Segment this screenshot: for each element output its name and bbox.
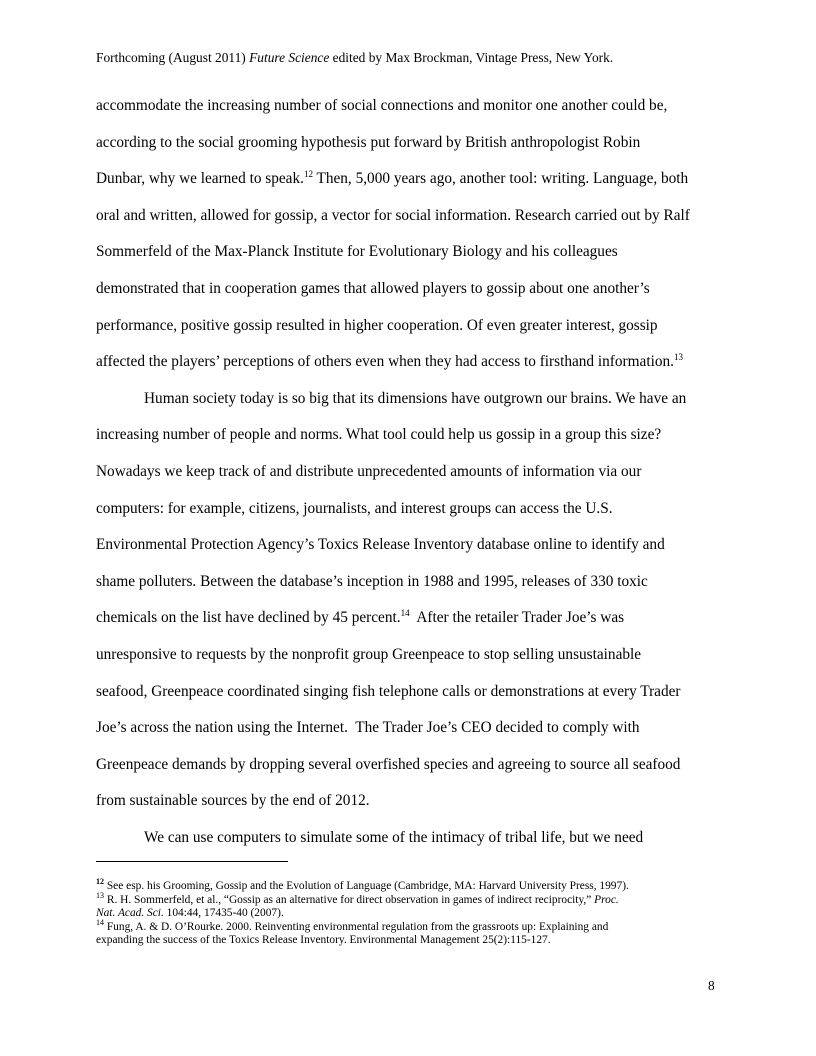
body-line: oral and written, allowed for gossip, a vector for social information. Research carried out by Ralf [96,207,690,224]
body-line: according to the social grooming hypothesis put forward by British anthropologist Robin [96,134,641,151]
body-line: seafood, Greenpeace coordinated singing fish telephone calls or demonstrations at every Trader [96,683,681,700]
body-line: Greenpeace demands by dropping several overfished species and agreeing to source all seafood [96,756,681,773]
body-line [96,608,624,628]
body-line: increasing number of people and norms. What tool could help us gossip in a group this size? [96,426,662,443]
footnote-14 [96,917,736,935]
footnote-14-cont: expanding the success of the Toxics Release Inventory. Environmental Management 25(2):115-127. [96,934,551,946]
footnote-text: R. H. Sommerfeld, et al., “Gossip as an alternative for direct observation in games of indirect reciprocity,” [104,893,595,906]
body-line: accommodate the increasing number of social connections and monitor one another could be, [96,97,668,114]
body-line-text: affected the players’ perceptions of others even when they had access to firsthand information. [96,353,674,370]
journal-name: Nat. Acad. Sci. [96,907,164,919]
body-line-text: Dunbar, why we learned to speak. [96,170,304,187]
body-line-text: chemicals on the list have declined by 45 percent. [96,609,401,626]
footnote-text: Fung, A. & D. O’Rourke. 2000. Reinventing environmental regulation from the grassroots up: Explaining and [104,920,609,933]
footnote-12 [96,877,736,894]
body-line: demonstrated that in cooperation games that allowed players to gossip about one another’s [96,280,650,297]
body-line: performance, positive gossip resulted in higher cooperation. Of even greater interest, gossip [96,317,658,334]
paragraph-start: We can use computers to simulate some of the intimacy of tribal life, but we need [144,829,644,846]
footnote-13 [96,890,736,908]
body-line: shame polluters. Between the database’s inception in 1988 and 1995, releases of 330 toxic [96,573,648,590]
footnotes [96,877,736,948]
body-line: Nowadays we keep track of and distribute unprecedented amounts of information via our [96,463,642,480]
body-line [96,352,683,372]
footnote-text: See esp. his Grooming, Gossip and the Evolution of Language (Cambridge, MA: Harvard University Press, 1997). [104,880,629,892]
footnote-number: 13 [96,890,104,900]
body-line: Environmental Protection Agency’s Toxics Release Inventory database online to identify and [96,536,665,553]
body-line: unresponsive to requests by the nonprofit group Greenpeace to stop selling unsustainable [96,646,642,663]
header-prefix: Forthcoming (August 2011) [96,50,250,65]
page-number: 8 [708,978,715,993]
footnote-ref[interactable]: 13 [673,351,683,362]
footnote-separator [96,861,288,862]
body-line-text: After the retailer Trader Joe’s was [409,609,625,626]
footnote-text: 104:44, 17435-40 (2007). [163,907,284,919]
body-line-text: Then, 5,000 years ago, another tool: writing. Language, both [312,170,689,187]
footnote-number: 14 [96,917,104,927]
body-line [96,169,688,189]
footnote-ref[interactable]: 12 [303,168,313,179]
footnote-ref[interactable]: 14 [400,607,410,618]
running-header [96,50,736,66]
footnote-number: 12 [96,877,104,887]
body-line: computers: for example, citizens, journalists, and interest groups can access the U.S. [96,500,613,517]
body-line: Sommerfeld of the Max-Planck Institute for Evolutionary Biology and his colleagues [96,243,618,260]
body-line: from sustainable sources by the end of 2012. [96,792,370,809]
journal-name: Proc. [594,893,619,906]
paragraph-start: Human society today is so big that its dimensions have outgrown our brains. We have an [144,390,687,407]
header-suffix: edited by Max Brockman, Vintage Press, New York. [329,50,614,65]
body-line: Joe’s across the nation using the Internet. The Trader Joe’s CEO decided to comply with [96,719,640,736]
header-book-title: Future Science [249,50,330,65]
footnote-13-cont [96,907,736,921]
